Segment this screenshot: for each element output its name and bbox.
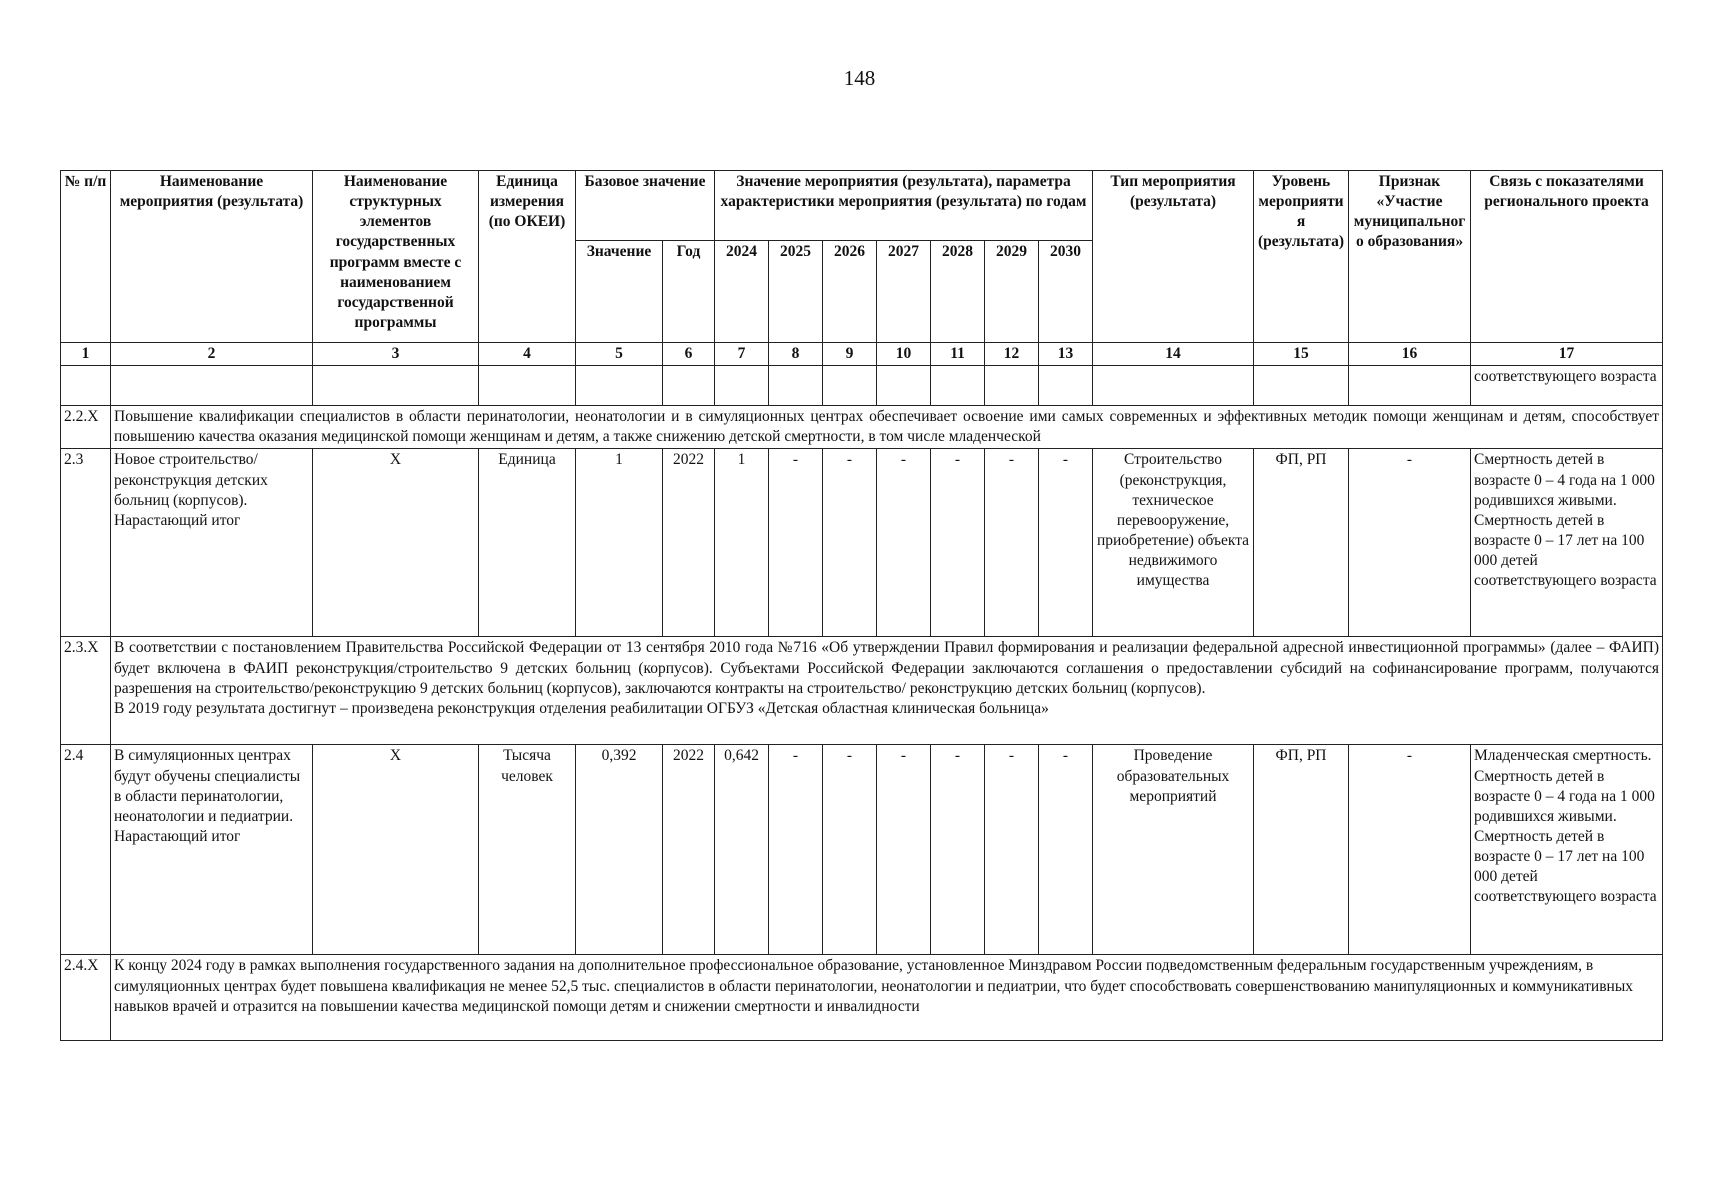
header-values-by-year: Значение мероприятия (результата), параметра характеристики мероприятия (результата) по годам [715,171,1093,241]
column-number: 14 [1093,343,1254,366]
measure-level: ФП, РП [1254,745,1349,955]
measure-name: В симуляционных центрах будут обучены специалисты в области перинатологии, неонатологии и педиатрии. Нарастающий итог [111,745,313,955]
continuation-row [61,366,1663,406]
column-numbers-row [61,343,1663,366]
unit: Тысяча человек [479,745,576,955]
note-text-cell [111,637,1663,745]
column-number: 10 [877,343,931,366]
structural-element: X [313,745,479,955]
measure-level: ФП, РП [1254,449,1349,637]
note-text-2: В 2019 году результата достигнут – произведена реконструкция отделения реабилитации ОГБУЗ «Детская областная клиническая больница» [114,699,1049,717]
header-number: № п/п [61,171,111,343]
header-link: Связь с показателями регионального проекта [1471,171,1663,343]
value-2028: - [931,449,985,637]
column-number: 12 [985,343,1039,366]
base-year: 2022 [663,745,715,955]
note-text: В соответствии с постановлением Правительства Российской Федерации от 13 сентября 2010 года №716 «Об утверждении Правил формирования и реализации федеральной адресной инвестиционной программы» (далее – ФАИП) будет включена в ФАИП реконструкция/строительство 9 детских больниц (корпусов). Субъектами Российской Федерации заключаются соглашения о предоставлении субсидий на софинансирование программ, получаются разрешения на строительство/реконструкцию 9 детских больниц (корпусов), заключаются контракты на строительство/ реконструкцию детских больниц (корпусов). [114,639,1660,697]
regional-link: Младенческая смертность. Смертность детей в возрасте 0 – 4 года на 1 000 родившихся живыми. Смертность детей в возрасте 0 – 17 лет на 100 000 детей соответствующего возраста [1471,745,1663,955]
value-2025: - [769,449,823,637]
value-2025: - [769,745,823,955]
note-number: 2.4.X [61,955,111,1041]
header-year-2030: 2030 [1039,241,1093,343]
column-number: 7 [715,343,769,366]
row-number: 2.4 [61,745,111,955]
value-2024: 0,642 [715,745,769,955]
header-year-2029: 2029 [985,241,1039,343]
value-2030: - [1039,745,1093,955]
measure-type: Проведение образовательных мероприятий [1093,745,1254,955]
table-row-2-4 [61,745,1663,955]
column-number: 9 [823,343,877,366]
header-base-value: Значение [576,241,663,343]
value-2026: - [823,449,877,637]
note-row-2-4x [61,955,1663,1041]
column-number: 17 [1471,343,1663,366]
header-structural-elements: Наименование структурных элементов государственных программ вместе с наименованием государственной программы [313,171,479,343]
page-number: 148 [843,66,876,90]
value-2026: - [823,745,877,955]
measure-type: Строительство (реконструкция, техническое перевооружение, приобретение) объекта недвижимого имущества [1093,449,1254,637]
municipal-sign: - [1349,745,1471,955]
header-year-2027: 2027 [877,241,931,343]
note-number: 2.3.X [61,637,111,745]
row-number: 2.3 [61,449,111,637]
structural-element: X [313,449,479,637]
value-2029: - [985,745,1039,955]
column-number: 15 [1254,343,1349,366]
column-number: 6 [663,343,715,366]
value-2028: - [931,745,985,955]
header-measure-name: Наименование мероприятия (результата) [111,171,313,343]
note-number: 2.2.X [61,406,111,449]
note-row-2-3x [61,637,1663,745]
value-2029: - [985,449,1039,637]
header-year-2028: 2028 [931,241,985,343]
continuation-link: соответствующего возраста [1471,366,1663,406]
column-number: 11 [931,343,985,366]
base-value: 0,392 [576,745,663,955]
note-text: К концу 2024 году в рамках выполнения государственного задания на дополнительное профессиональное образование, установленное Минздравом России подведомственным федеральным государственным учреждениям, в симуляционных центрах будет повышена квалификация не менее 52,5 тыс. специалистов в области перинатологии, неонатологии и педиатрии, что будет способствовать совершенствованию манипуляционных и коммуникативных навыков врачей и отразится на повышении качества медицинской помощи детям и снижении смертности и инвалидности [111,955,1663,1041]
column-number: 16 [1349,343,1471,366]
note-text: Повышение квалификации специалистов в области перинатологии, неонатологии и в симуляционных центрах обеспечивает освоение ими самых современных и эффективных методик помощи женщинам и детям, способствует повышению качества оказания медицинской помощи женщинам и детям, а также снижению детской смертности, в том числе младенческой [111,406,1663,449]
value-2030: - [1039,449,1093,637]
header-year-2025: 2025 [769,241,823,343]
header-level: Уровень мероприятия (результата) [1254,171,1349,343]
value-2024: 1 [715,449,769,637]
column-number: 13 [1039,343,1093,366]
value-2027: - [877,449,931,637]
header-municipal: Признак «Участие муниципального образования» [1349,171,1471,343]
column-number: 3 [313,343,479,366]
header-base-year: Год [663,241,715,343]
table-row-2-3 [61,449,1663,637]
note-row-2-2x [61,406,1663,449]
column-number: 4 [479,343,576,366]
regional-link: Смертность детей в возрасте 0 – 4 года на 1 000 родившихся живыми. Смертность детей в возрасте 0 – 17 лет на 100 000 детей соответствующего возраста [1471,449,1663,637]
measures-table [60,170,1663,1041]
header-unit: Единица измерения (по ОКЕИ) [479,171,576,343]
header-year-2026: 2026 [823,241,877,343]
value-2027: - [877,745,931,955]
column-number: 8 [769,343,823,366]
header-type: Тип мероприятия (результата) [1093,171,1254,343]
header-year-2024: 2024 [715,241,769,343]
column-number: 2 [111,343,313,366]
unit: Единица [479,449,576,637]
header-base: Базовое значение [576,171,715,241]
measure-name: Новое строительство/ реконструкция детских больниц (корпусов). Нарастающий итог [111,449,313,637]
base-year: 2022 [663,449,715,637]
column-number: 1 [61,343,111,366]
base-value: 1 [576,449,663,637]
column-number: 5 [576,343,663,366]
municipal-sign: - [1349,449,1471,637]
